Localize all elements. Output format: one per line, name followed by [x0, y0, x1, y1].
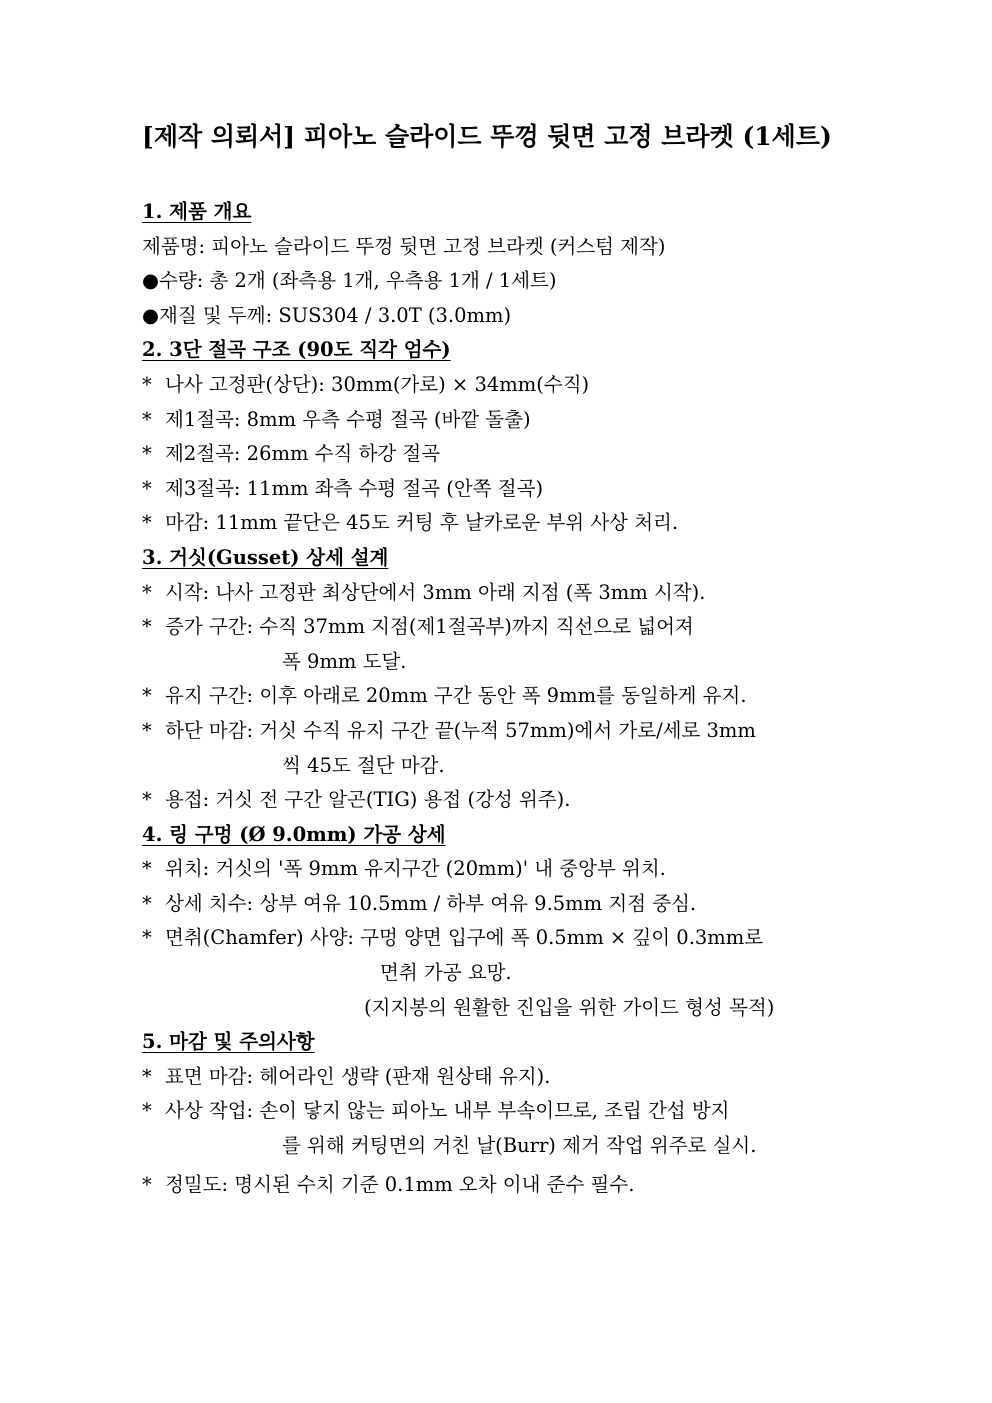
gusset-increase-text: 증가 구간: 수직 37mm 지점(제1절곡부)까지 직선으로 넓어져 [165, 615, 694, 639]
surface-finish-text: 표면 마감: 헤어라인 생략 (판재 원상태 유지). [165, 1064, 551, 1088]
quantity-line: ●수량: 총 2개 (좌측용 1개, 우측용 1개 / 1세트) [142, 269, 557, 293]
gusset-bottom-text: 하단 마감: 거싯 수직 유지 구간 끝(누적 57mm)에서 가로/세로 3mm [165, 718, 756, 742]
bend-item-text: 제2절곡: 26mm 수직 하강 절곡 [165, 442, 441, 466]
bend-item-text: 마감: 11mm 끝단은 45도 커팅 후 날카로운 부위 사상 처리. [165, 511, 679, 535]
deburr-line [142, 1094, 854, 1129]
bend-item-text: 제1절곡: 8mm 우측 수평 절곡 (바깥 돌출) [165, 407, 531, 431]
gusset-start-line [142, 576, 854, 611]
bullet-marker: * [142, 788, 152, 812]
bullet-marker: * [142, 684, 152, 708]
deburr-continuation: 를 위해 커팅면의 거친 날(Burr) 제거 작업 위주로 실시. [282, 1134, 757, 1158]
precision-text: 정밀도: 명시된 수치 기준 0.1mm 오차 이내 준수 필수. [165, 1172, 635, 1196]
gusset-start-text: 시작: 나사 고정판 최상단에서 3mm 아래 지점 (폭 3mm 시작). [165, 580, 706, 604]
gusset-bottom-line [142, 714, 854, 749]
bullet-marker: * [142, 926, 152, 950]
bullet-marker: * [142, 580, 152, 604]
deburr-text: 사상 작업: 손이 닿지 않는 피아노 내부 부속이므로, 조립 간섭 방지 [165, 1099, 730, 1123]
bend-item-text: 제3절곡: 11mm 좌측 수평 절곡 (안쪽 절곡) [165, 476, 544, 500]
bullet-marker: * [142, 407, 152, 431]
bend-item [142, 403, 854, 438]
material-line: ●재질 및 두께: SUS304 / 3.0T (3.0mm) [142, 303, 512, 327]
bullet-marker: * [142, 857, 152, 881]
gusset-bottom-continuation: 씩 45도 절단 마감. [282, 753, 445, 777]
bend-item [142, 437, 854, 472]
bullet-marker: * [142, 615, 152, 639]
gusset-maintain-text: 유지 구간: 이후 아래로 20mm 구간 동안 폭 9mm를 동일하게 유지. [165, 684, 747, 708]
bullet-marker: * [142, 1064, 152, 1088]
bend-item [142, 368, 854, 403]
section-2-heading: 2. 3단 절곡 구조 (90도 직각 엄수) [142, 338, 451, 362]
hole-dimensions-text: 상세 치수: 상부 여유 10.5mm / 하부 여유 9.5mm 지점 중심. [165, 891, 697, 915]
chamfer-spec-text: 면취(Chamfer) 사양: 구멍 양면 입구에 폭 0.5mm × 깊이 0.3mm로 [165, 926, 764, 950]
bullet-marker: * [142, 511, 152, 535]
bullet-marker: * [142, 718, 152, 742]
bend-item [142, 472, 854, 507]
gusset-weld-text: 용접: 거싯 전 구간 알곤(TIG) 용접 (강성 위주). [165, 788, 571, 812]
bullet-marker: * [142, 1099, 152, 1123]
chamfer-purpose-note: (지지봉의 원활한 진입을 위한 가이드 형성 목적) [364, 995, 775, 1019]
document-body [142, 195, 854, 1202]
bend-item [142, 506, 854, 541]
gusset-increase-line [142, 610, 854, 645]
section-4-heading: 4. 링 구멍 (Ø 9.0mm) 가공 상세 [142, 822, 446, 846]
bullet-marker: * [142, 1172, 152, 1196]
hole-position-line [142, 852, 854, 887]
precision-line [142, 1168, 854, 1203]
bullet-marker: * [142, 372, 152, 396]
section-1-heading: 1. 제품 개요 [142, 200, 252, 223]
bullet-marker: * [142, 442, 152, 466]
bullet-marker: * [142, 476, 152, 500]
bullet-marker: * [142, 891, 152, 915]
chamfer-spec-continuation: 면취 가공 요망. [380, 961, 512, 985]
gusset-increase-continuation: 폭 9mm 도달. [282, 649, 407, 673]
gusset-weld-line [142, 783, 854, 818]
section-5-heading: 5. 마감 및 주의사항 [142, 1030, 315, 1054]
bend-item-text: 나사 고정판(상단): 30mm(가로) × 34mm(수직) [165, 372, 590, 396]
document-title: [제작 의뢰서] 피아노 슬라이드 뚜껑 뒷면 고정 브라켓 (1세트) [142, 122, 832, 151]
product-name-line: 제품명: 피아노 슬라이드 뚜껑 뒷면 고정 브라켓 (커스텀 제작) [142, 234, 666, 258]
surface-finish-line [142, 1060, 854, 1095]
hole-position-text: 위치: 거싯의 '폭 9mm 유지구간 (20mm)' 내 중앙부 위치. [165, 857, 666, 881]
gusset-maintain-line [142, 679, 854, 714]
section-3-heading: 3. 거싯(Gusset) 상세 설계 [142, 545, 389, 569]
chamfer-spec-line [142, 921, 854, 956]
hole-dimensions-line [142, 887, 854, 922]
